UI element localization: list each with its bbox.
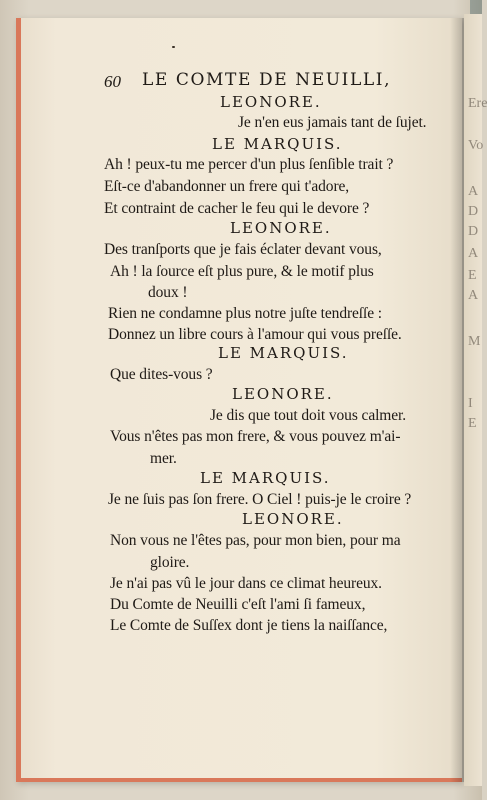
verse-line: Que dites-vous ? <box>110 366 213 383</box>
speaker-leonore: LEONORE. <box>232 385 334 403</box>
verse-line: Je ne ſuis pas ſon frere. O Ciel ! puis-je le croire ? <box>108 491 412 508</box>
verse-line: Je n'en eus jamais tant de ſujet. <box>238 114 427 131</box>
verse-line: Eſt-ce d'abandonner un frere qui t'adore, <box>104 178 350 195</box>
verse-line: Et contraint de cacher le feu qui le devore ? <box>104 200 370 217</box>
facing-page-fragment: M <box>468 334 481 349</box>
facing-page-fragment: E <box>468 416 477 431</box>
verse-line: Donnez un libre cours à l'amour qui vous preſſe. <box>108 326 402 343</box>
facing-page-fragment: A <box>468 288 479 303</box>
verse-line: Ah ! la ſource eſt plus pure, & le motif plus <box>110 263 374 280</box>
verse-line: doux ! <box>148 284 188 301</box>
facing-page-fragment: A <box>468 246 479 261</box>
facing-page-edge <box>464 14 487 786</box>
verse-line: Ah ! peux-tu me percer d'un plus ſenſible trait ? <box>104 156 394 173</box>
verse-line: Du Comte de Neuilli c'eſt l'ami ſi fameux, <box>110 596 366 613</box>
gutter-shadow <box>450 18 464 782</box>
facing-page-fragment: D <box>468 204 479 219</box>
facing-page-fragment: D <box>468 224 479 239</box>
facing-page-fragment: A <box>468 184 479 199</box>
verse-line: Je n'ai pas vû le jour dans ce climat heureux. <box>110 575 382 592</box>
verse-line: mer. <box>150 450 177 467</box>
speaker-marquis: LE MARQUIS. <box>212 135 343 153</box>
verse-line: Je dis que tout doit vous calmer. <box>210 407 407 424</box>
verse-line: Des tranſports que je fais éclater devant vous, <box>104 241 382 258</box>
speaker-leonore: LEONORE. <box>220 93 322 111</box>
facing-page-fragment: E <box>468 268 477 283</box>
facing-page-fragment: Ere <box>468 96 487 111</box>
facing-page-fragment: Vo <box>468 138 484 153</box>
speaker-leonore: LEONORE. <box>230 219 332 237</box>
speaker-marquis: LE MARQUIS. <box>218 344 349 362</box>
speaker-marquis: LE MARQUIS. <box>200 469 331 487</box>
verse-line: Rien ne condamne plus notre juſte tendreſſe : <box>108 305 382 322</box>
verse-line: Le Comte de Suſſex dont je tiens la naiſſance, <box>110 617 388 634</box>
speaker-leonore: LEONORE. <box>242 510 344 528</box>
facing-page-fragment: I <box>468 396 473 411</box>
running-head: LE COMTE DE NEUILLI, <box>142 70 392 90</box>
verse-line: Non vous ne l'êtes pas, pour mon bien, pour ma <box>110 532 401 549</box>
ink-speck <box>172 46 175 48</box>
verse-line: gloire. <box>150 554 190 571</box>
verse-line: Vous n'êtes pas mon frere, & vous pouvez m'ai- <box>110 428 401 445</box>
page-number: 60 <box>104 72 121 91</box>
